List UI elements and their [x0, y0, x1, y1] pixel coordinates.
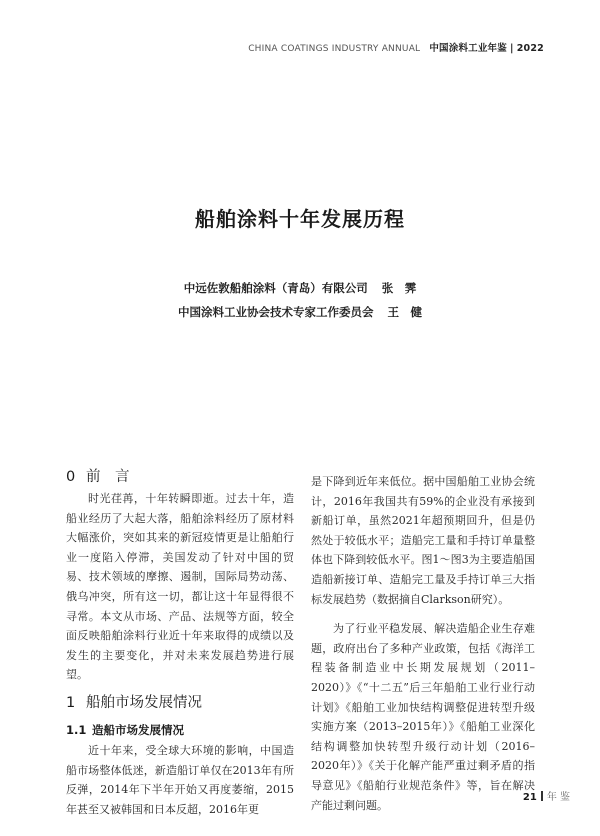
author-name: 王 健	[387, 305, 422, 319]
author-affiliation: 中国涂料工业协会技术专家工作委员会	[178, 305, 374, 319]
left-column	[66, 465, 294, 819]
body-paragraph: 是下降到近年来低位。据中国船舶工业协会统计，2016年我国共有59%的企业没有承接到新船订单，虽然2021年超预期回升，但是仍然处于较低水平；造船完工量和手持订单量整体也下降到较低水平。图1～图3为主要造船国造船新接订单、造船完工量及手持订单三大指标发展趋势（数据摘自Clarkson研究）。	[311, 475, 535, 606]
article-title: 船舶涂料十年发展历程	[195, 207, 405, 231]
page-footer	[523, 788, 570, 803]
subsection-title: 造船市场发展情况	[92, 722, 184, 737]
header-separator: |	[510, 43, 514, 54]
author-block	[0, 276, 600, 324]
footer-label: 年 鉴	[546, 792, 570, 803]
subsection-heading-shipbuilding	[66, 719, 294, 741]
right-column	[311, 472, 535, 815]
author-name: 张 霁	[381, 281, 417, 295]
journal-name-cn: 中国涂料工业年鉴	[429, 43, 507, 54]
section-title: 船舶市场发展情况	[86, 694, 202, 711]
running-header	[248, 40, 544, 54]
body-paragraph: 为了行业平稳发展、解决造船企业生存难题，政府出台了多种产业政策，包括《海洋工程装备制造业中长期发展规划（2011–2020）》《“十二五”后三年船舶工业行业行动计划》《船舶工业加快结构调整促进转型升级实施方案（2013–2015年）》《船舶工业深化结构调整加快转型升级行动计划（2016–2020年）》《关于化解产能严重过剩矛盾的指导意见》《船舶行业规范条件》等，旨在解决产能过剩问题。	[311, 622, 535, 812]
section-heading-market	[66, 691, 294, 715]
author-affiliation: 中远佐敦船舶涂料（青岛）有限公司	[183, 281, 368, 295]
section-number: 1	[66, 694, 76, 711]
journal-name-en: CHINA COATINGS INDUSTRY ANNUAL	[248, 44, 421, 54]
section-title: 前 言	[86, 469, 130, 485]
footer-divider	[541, 791, 543, 801]
author-line	[0, 300, 600, 324]
body-paragraph: 近十年来，受全球大环境的影响，中国造船市场整体低迷，新造船订单仅在2013年有所反弹，2014年下半年开始又再度萎缩，2015年甚至又被韩国和日本反超，2016年更	[66, 743, 294, 816]
page-number: 21	[522, 792, 537, 803]
section-heading-preface	[66, 465, 294, 489]
journal-year: 2022	[516, 43, 544, 54]
author-line	[0, 276, 600, 300]
section-number: 0	[66, 469, 76, 485]
preface-paragraph: 时光荏苒，十年转瞬即逝。过去十年，造船业经历了大起大落，船舶涂料经历了原材料大幅涨价，突如其来的新冠疫情更是让船舶行业一度陷入停滞，美国发动了针对中国的贸易、技术领域的摩擦、遏制，国际局势动荡、俄乌冲突，所有这一切，都让这十年显得很不寻常。本文从市场、产品、法规等方面，较全面反映船舶涂料行业近十年来取得的成绩以及发生的主要变化，并对未来发展趋势进行展望。	[66, 492, 294, 682]
subsection-number: 1.1	[66, 722, 87, 737]
